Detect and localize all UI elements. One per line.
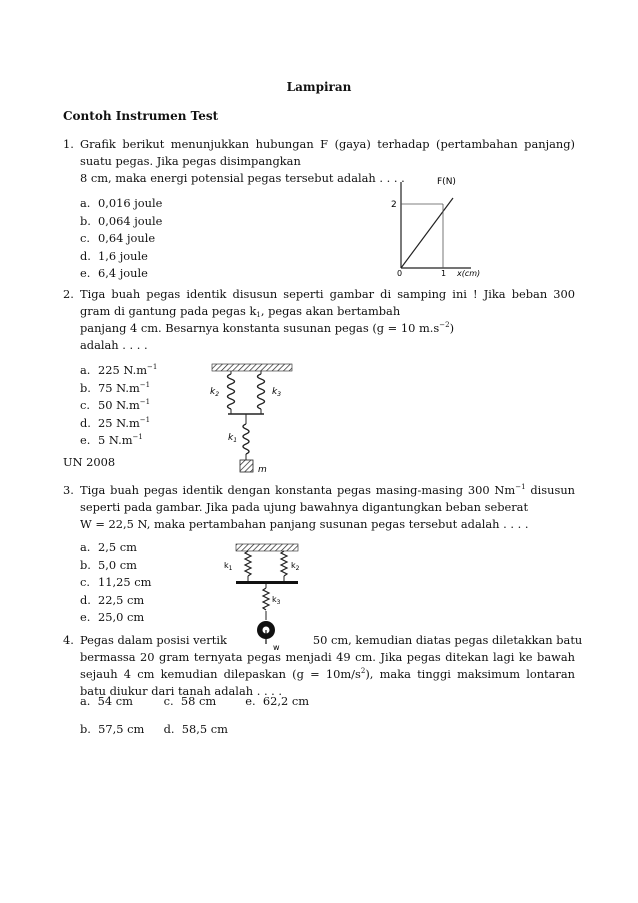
ceiling-support — [212, 364, 292, 371]
label-k2: $k_2$ — [210, 387, 220, 398]
option-b: b. 0,064 joule — [80, 213, 163, 228]
question-2 — [63, 286, 575, 354]
options-list-1 — [80, 195, 162, 283]
option-c: c. 50 $N.m^{-1}$ — [80, 398, 151, 413]
label-k1: $k_1$ — [228, 433, 238, 444]
connector-bar — [236, 581, 298, 584]
spring-k3 — [258, 374, 265, 409]
question-text: Tiga buah pegas identik dengan konstanta pegas masing-masing 300 $Nm^{-1}$ disusun seperti pada gambar. Jika pada ujung bawahnya digantungkan beban seberat — [80, 483, 575, 514]
ceiling-support — [236, 544, 298, 551]
spring-k1 — [245, 551, 251, 576]
option-d: d. 25 $N.m^{-1}$ — [80, 415, 151, 430]
options-list-2 — [80, 362, 157, 450]
spring-k1 — [243, 424, 249, 454]
mass-block — [240, 460, 253, 472]
option-a: a. 54 cm — [80, 694, 133, 708]
option-d: d. 1,6 joule — [80, 248, 148, 263]
option-e: e. 6,4 joule — [80, 266, 148, 281]
option-e: e. 25,0 cm — [80, 610, 145, 625]
question-number: 4. — [63, 633, 74, 647]
question-number: 2. — [63, 287, 74, 301]
x-tick-1: 1 — [441, 269, 447, 278]
spring-k2 — [281, 551, 287, 576]
options-row-1 — [80, 694, 309, 708]
option-b: b. 75 $N.m^{-1}$ — [80, 380, 151, 395]
label-k3: $k_3$ — [272, 595, 281, 606]
options-row-2 — [80, 722, 228, 736]
question-text-cont: bermassa 20 gram ternyata pegas menjadi 49 cm. Jika pegas ditekan lagi ke bawah sejauh 4 cm kemudian dilepaskan $(g = 10m/s^2)$, maka tinggi maksimum lontaran batu diukur dari tanah adalah . . . . — [80, 650, 575, 698]
option-b: b. 57,5 cm — [80, 722, 145, 736]
option-c: c. 58 cm — [163, 694, 217, 708]
option-a: a. 225 $N.m^{-1}$ — [80, 363, 158, 377]
question-text: Pegas dalam posisi vertik 50 cm, kemudian diatas pegas diletakkan batu — [80, 633, 583, 647]
question-text-line: 8 cm, maka energi potensial pegas tersebut adalah . . . . — [80, 171, 405, 185]
spring-k2 — [228, 374, 235, 409]
data-line — [401, 198, 453, 268]
question-text-line: panjang 4 cm. Besarnya konstanta susunan pegas (g = 10 $m.s^{-2}$) — [80, 321, 455, 335]
label-w: w — [273, 643, 280, 652]
option-c: c. 0,64 joule — [80, 231, 156, 246]
x-axis-label: x(cm) — [457, 269, 481, 278]
question-text: Tiga buah pegas identik disusun seperti gambar di samping ini ! Jika beban 300 gram di gantung pada pegas $k_1$, pegas akan bertambah — [80, 287, 575, 319]
question-3 — [63, 482, 575, 533]
options-list-3 — [80, 539, 151, 627]
label-k3: $k_3$ — [272, 387, 282, 398]
question-4 — [63, 632, 583, 700]
y-axis-label: F(N) — [437, 177, 456, 187]
option-d: d. 58,5 cm — [163, 722, 228, 736]
question-number: 3. — [63, 483, 74, 497]
option-b: b. 5,0 cm — [80, 557, 137, 572]
source-label: UN 2008 — [63, 455, 116, 469]
section-heading: Contoh Instrumen Test — [63, 109, 219, 123]
option-d: d. 22,5 cm — [80, 592, 145, 607]
option-a: a. 0,016 joule — [80, 196, 163, 210]
question-text-line: W = 22,5 N, maka pertambahan panjang susunan pegas tersebut adalah . . . . — [80, 517, 529, 531]
page-title: Lampiran — [286, 80, 352, 94]
option-c: c. 11,25 cm — [80, 575, 152, 590]
question-text: Grafik berikut menunjukkan hubungan F (gaya) terhadap (pertambahan panjang) suatu pegas. Jika pegas disimpangkan — [80, 137, 575, 168]
label-k1: $k_1$ — [224, 561, 233, 572]
x-tick-0: 0 — [397, 269, 403, 278]
label-k2: $k_2$ — [291, 561, 300, 572]
question-text-line: adalah . . . . — [80, 338, 148, 352]
option-a: a. 2,5 cm — [80, 540, 137, 554]
option-e: e. 5 $N.m^{-1}$ — [80, 433, 143, 448]
spring-system-figure-2 — [200, 352, 310, 480]
spring-k3 — [263, 588, 269, 610]
label-mass: m — [258, 465, 267, 475]
y-tick-label: 2 — [391, 200, 397, 210]
question-number: 1. — [63, 137, 74, 151]
option-e: e. 62,2 cm — [245, 694, 310, 708]
force-extension-graph — [385, 172, 515, 280]
